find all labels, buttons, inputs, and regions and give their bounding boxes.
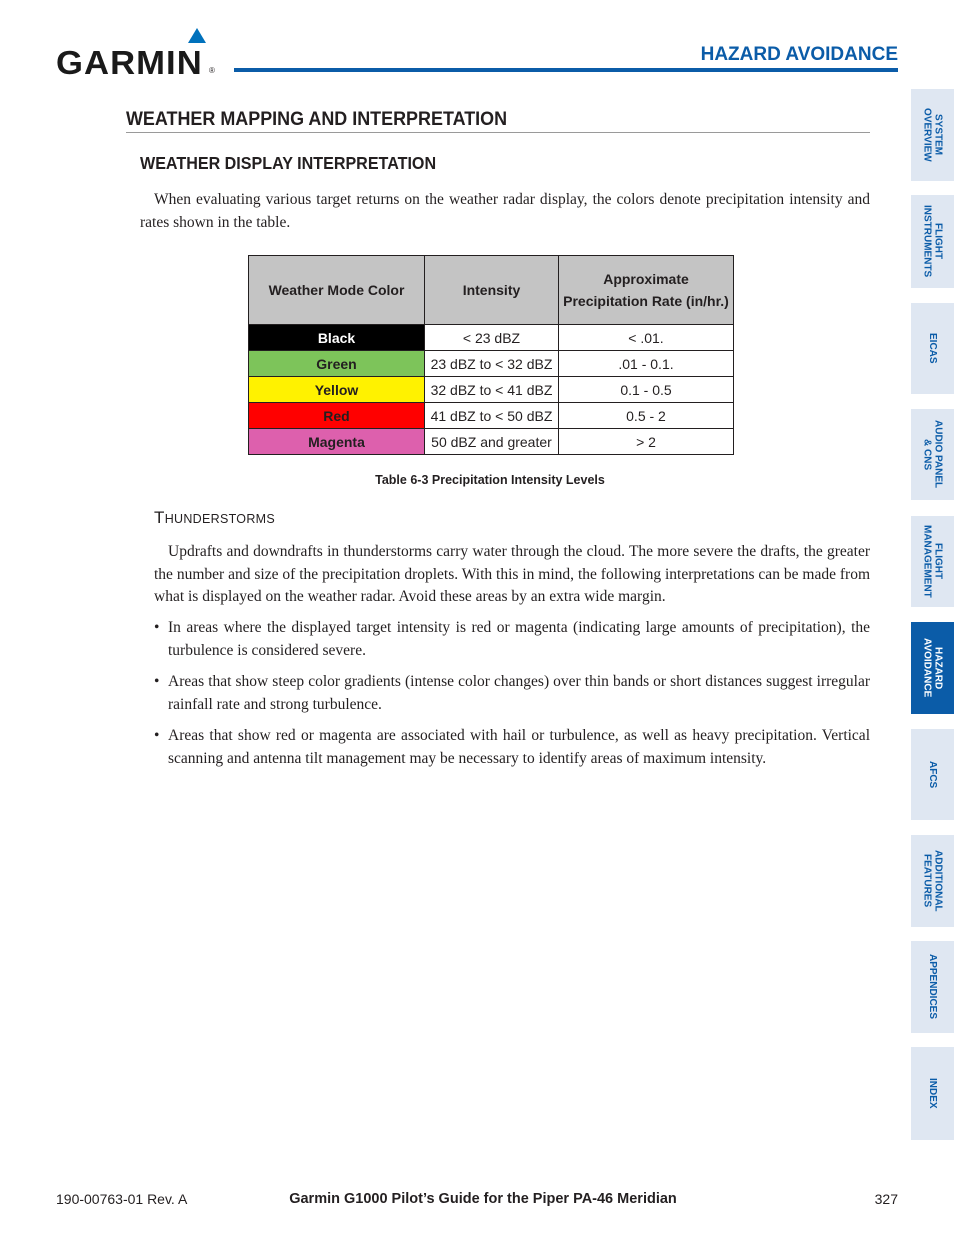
bullet-icon: • [154,619,160,636]
header-rule [234,68,898,72]
side-tab-afcs[interactable] [911,729,954,820]
page-title: WEATHER MAPPING AND INTERPRETATION [126,108,508,130]
side-tab-label: FLIGHT INSTRUMENTS [921,205,944,278]
intensity-cell: 23 dBZ to < 32 dBZ [425,351,559,377]
rate-cell: 0.1 - 0.5 [559,377,734,403]
bullet-icon: • [154,673,160,690]
rate-cell: > 2 [559,429,734,455]
side-tab-appendices[interactable] [911,941,954,1033]
rate-cell: 0.5 - 2 [559,403,734,429]
column-header-color: Weather Mode Color [249,256,425,325]
intensity-cell: 41 dBZ to < 50 dBZ [425,403,559,429]
side-tab-eicas[interactable] [911,303,954,394]
precipitation-table [248,255,734,455]
color-cell: Green [249,351,425,377]
intensity-cell: 50 dBZ and greater [425,429,559,455]
thunderstorms-paragraph: Updrafts and downdrafts in thunderstorms carry water through the cloud. The more severe the drafts, the greater the number and size of the precipitation droplets. With this in mind, the following interpretations can be made from what is displayed on the weather radar. Avoid these areas by an extra wide margin. [154,543,870,605]
thunderstorms-heading-first: T [154,508,165,527]
bullet-text: In areas where the displayed target intensity is red or magenta (indicating large amounts of precipitation), the turbulence is considered severe. [168,619,870,659]
table-row [249,403,734,429]
title-divider [126,132,870,133]
doc-number: 190-00763-01 Rev. A [56,1191,188,1207]
thunderstorm-bullets [154,617,870,779]
intro-paragraph: When evaluating various target returns on the weather radar display, the colors denote precipitation intensity and rates shown in the table. [140,191,870,231]
side-tab-label: ADDITIONAL FEATURES [921,850,944,912]
side-tab-index[interactable] [911,1047,954,1140]
side-tab-label: FLIGHT MANAGEMENT [921,525,944,598]
column-header-intensity: Intensity [425,256,559,325]
side-tab-audio-panel-cns[interactable] [911,409,954,500]
side-tab-label: EICAS [927,333,938,364]
side-tab-system-overview[interactable] [911,89,954,181]
side-tab-flight-management[interactable] [911,516,954,607]
intensity-cell: < 23 dBZ [425,325,559,351]
garmin-logo-triangle-icon [188,28,206,43]
table-row [249,377,734,403]
bullet-text: Areas that show steep color gradients (intense color changes) over thin bands or short distances suggest irregular rainfall rate and strong turbulence. [168,673,870,713]
rate-cell: < .01. [559,325,734,351]
side-tab-label: INDEX [927,1078,938,1109]
registered-mark: ® [209,66,215,75]
page-number: 327 [874,1191,898,1207]
list-item [154,725,870,770]
garmin-logo: GARMIN [56,44,203,81]
thunderstorms-heading-rest: HUNDERSTORMS [164,512,276,526]
list-item [154,671,870,716]
bullet-text: Areas that show red or magenta are associated with hail or turbulence, as well as heavy precipitation. Vertical scanning and antenna tilt management may be necessary to identify areas of maximum intensity. [168,727,870,767]
side-tab-label: HAZARD AVOIDANCE [921,638,944,698]
list-item [154,617,870,662]
side-tab-additional-features[interactable] [911,835,954,927]
thunderstorms-heading [154,508,275,528]
table-row [249,325,734,351]
side-tab-label: AUDIO PANEL & CNS [921,420,944,489]
color-cell: Magenta [249,429,425,455]
table-header-row [249,256,734,325]
section-title: HAZARD AVOIDANCE [700,44,898,65]
table-caption: Table 6-3 Precipitation Intensity Levels [375,473,605,487]
side-tab-label: AFCS [927,760,938,789]
intensity-cell: 32 dBZ to < 41 dBZ [425,377,559,403]
table-row [249,429,734,455]
rate-cell: .01 - 0.1. [559,351,734,377]
side-tab-label: SYSTEM OVERVIEW [921,108,944,162]
table-body [249,325,734,455]
guide-title: Garmin G1000 Pilot’s Guide for the Piper PA-46 Meridian [289,1191,677,1207]
column-header-rate: Approximate Precipitation Rate (in/hr.) [559,256,734,325]
side-tab-label: APPENDICES [927,954,938,1020]
bullet-icon: • [154,727,160,744]
side-tab-flight-instruments[interactable] [911,195,954,288]
color-cell: Black [249,325,425,351]
subsection-title: WEATHER DISPLAY INTERPRETATION [140,153,437,173]
side-tab-hazard-avoidance[interactable] [911,622,954,714]
color-cell: Yellow [249,377,425,403]
table-row [249,351,734,377]
color-cell: Red [249,403,425,429]
